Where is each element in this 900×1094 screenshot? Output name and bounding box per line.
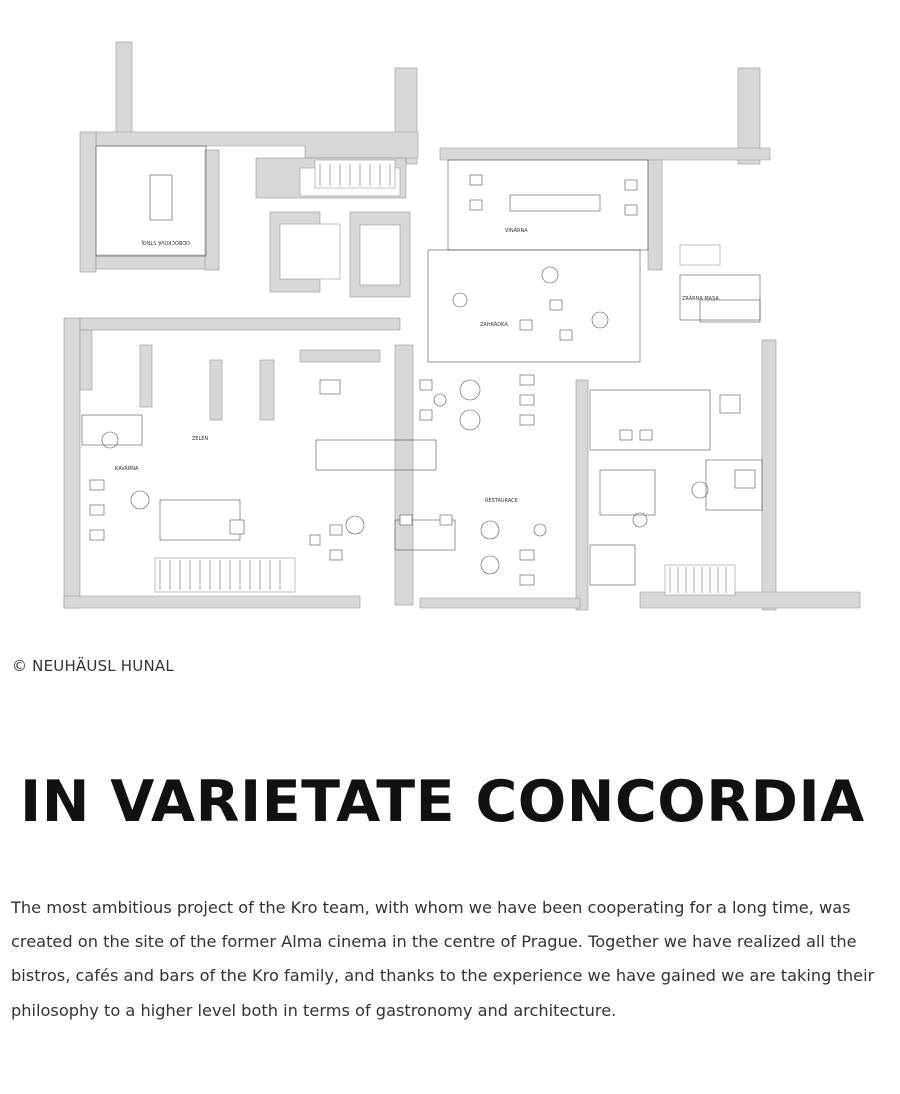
plan-stairs [160, 164, 726, 593]
article-paragraph: The most ambitious project of the Kro team, with whom we have been cooperating for a long time, was created on the site of the former Alma cinema in the centre of Prague. Together we have realized all the bistros, cafés and bars of the Kro family, and thanks to the experience we have gained we are taking their philosophy to a higher level both in terms of gastronomy and architecture. [11, 898, 875, 1020]
room-label-kitchen: ODBOCKOVÁ STROJ [141, 239, 190, 245]
room-label-zelen: ZELEN [192, 436, 209, 442]
plan-walls [64, 42, 860, 610]
image-credit: © NEUHÄUSL HUNAL [12, 657, 174, 675]
article-heading: IN VARIETATE CONCORDIA [20, 769, 865, 835]
room-label-vinarna: VINÁRNA [505, 228, 528, 234]
room-label-restaurace: RESTAURACE [485, 498, 518, 504]
room-label-zrarna-masa: ZRÁRNA MASA [682, 296, 719, 302]
room-label-kavarna: KAVÁRNA [115, 466, 139, 472]
room-label-zahradka: ZAHRÁDKA [480, 322, 508, 328]
